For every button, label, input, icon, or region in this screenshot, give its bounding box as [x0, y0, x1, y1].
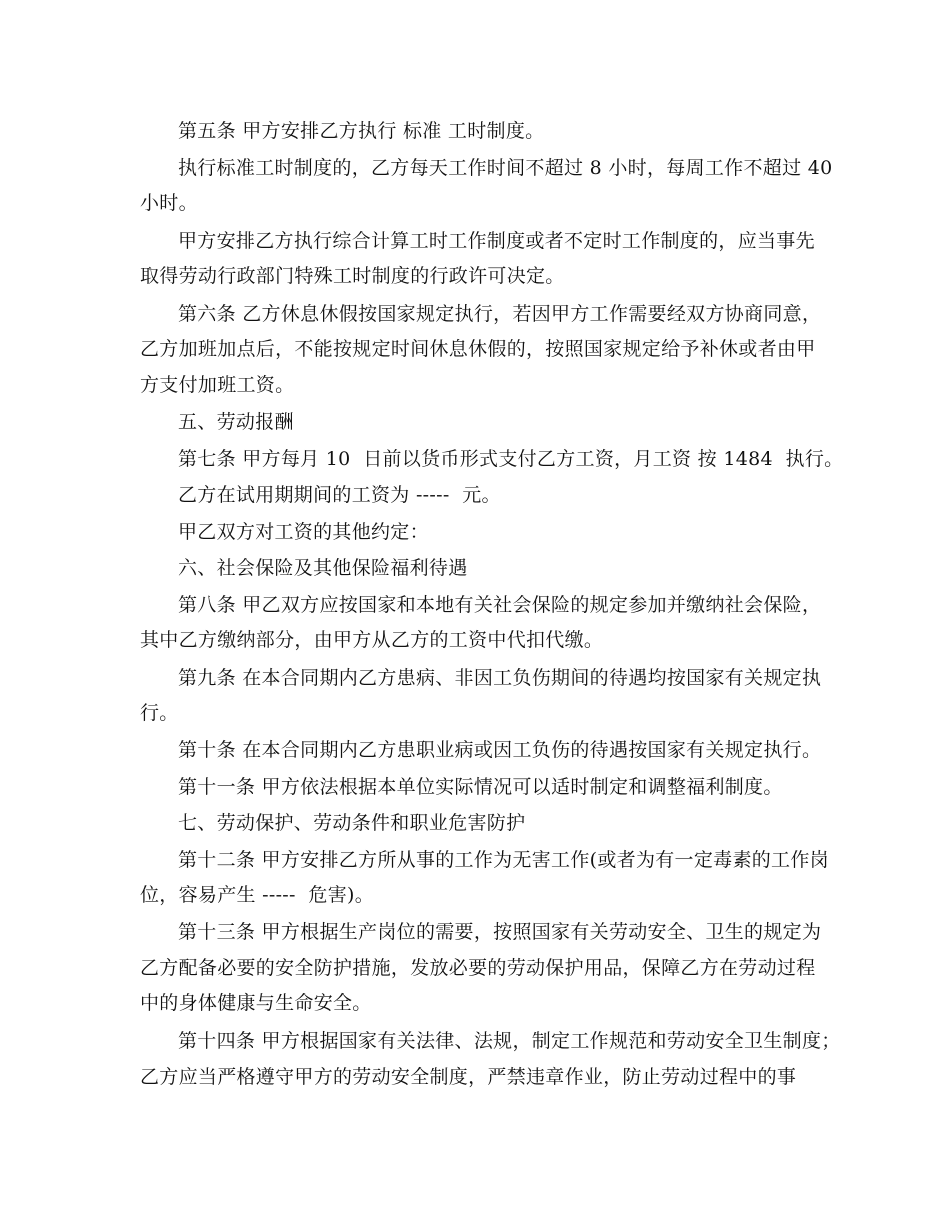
section-7-heading: 七、劳动保护、劳动条件和职业危害防护: [178, 812, 526, 834]
clause-5-line-1: 第五条 甲方安排乙方执行 标准 工时制度。: [178, 120, 545, 142]
clause-8-line-2: 其中乙方缴纳部分，由甲方从乙方的工资中代扣代缴。: [140, 629, 604, 651]
clause-14-line-1: 第十四条 甲方根据国家有关法律、法规，制定工作规范和劳动安全卫生制度；: [178, 1030, 841, 1052]
clause-12-line-2: 位，容易产生 ----- 危害)。: [140, 884, 375, 906]
clause-5-line-5: 取得劳动行政部门特殊工时制度的行政许可决定。: [140, 265, 565, 287]
clause-13-line-2: 乙方配备必要的安全防护措施，发放必要的劳动保护用品，保障乙方在劳动过程: [140, 957, 816, 979]
clause-6-line-2: 乙方加班加点后，不能按规定时间休息休假的，按照国家规定给予补休或者由甲: [140, 338, 816, 360]
clause-12-line-1: 第十二条 甲方安排乙方所从事的工作为无害工作(或者为有一定毒素的工作岗: [178, 849, 829, 871]
clause-9-line-1: 第九条 在本合同期内乙方患病、非因工负伤期间的待遇均按国家有关规定执: [178, 667, 822, 689]
clause-7-line-3: 甲乙双方对工资的其他约定：: [178, 521, 429, 543]
clause-6-line-1: 第六条 乙方休息休假按国家规定执行，若因甲方工作需要经双方协商同意，: [178, 303, 822, 325]
clause-6-line-3: 方支付加班工资。: [140, 374, 295, 396]
clause-7-line-2: 乙方在试用期期间的工资为 ----- 元。: [178, 484, 501, 506]
clause-5-line-4: 甲方安排乙方执行综合计算工时工作制度或者不定时工作制度的，应当事先: [178, 230, 815, 252]
clause-14-line-2: 乙方应当严格遵守甲方的劳动安全制度，严禁违章作业，防止劳动过程中的事: [140, 1066, 797, 1088]
clause-11-line-1: 第十一条 甲方依法根据本单位实际情况可以适时制定和调整福利制度。: [178, 776, 783, 798]
clause-7-line-1: 第七条 甲方每月 10 日前以货币形式支付乙方工资，月工资 按 1484 执行。: [178, 448, 844, 470]
clause-13-line-1: 第十三条 甲方根据生产岗位的需要，按照国家有关劳动安全、卫生的规定为: [178, 921, 822, 943]
clause-9-line-2: 行。: [140, 702, 179, 724]
clause-5-line-3: 小时。: [140, 192, 198, 214]
section-5-heading: 五、劳动报酬: [178, 411, 294, 433]
clause-13-line-3: 中的身体健康与生命安全。: [140, 992, 372, 1014]
clause-5-line-2: 执行标准工时制度的，乙方每天工作时间不超过 8 小时，每周工作不超过 40: [178, 157, 833, 179]
clause-10-line-1: 第十条 在本合同期内乙方患职业病或因工负伤的待遇按国家有关规定执行。: [178, 739, 822, 761]
section-6-heading: 六、社会保险及其他保险福利待遇: [178, 557, 468, 579]
clause-8-line-1: 第八条 甲乙双方应按国家和本地有关社会保险的规定参加并缴纳社会保险，: [178, 594, 822, 616]
